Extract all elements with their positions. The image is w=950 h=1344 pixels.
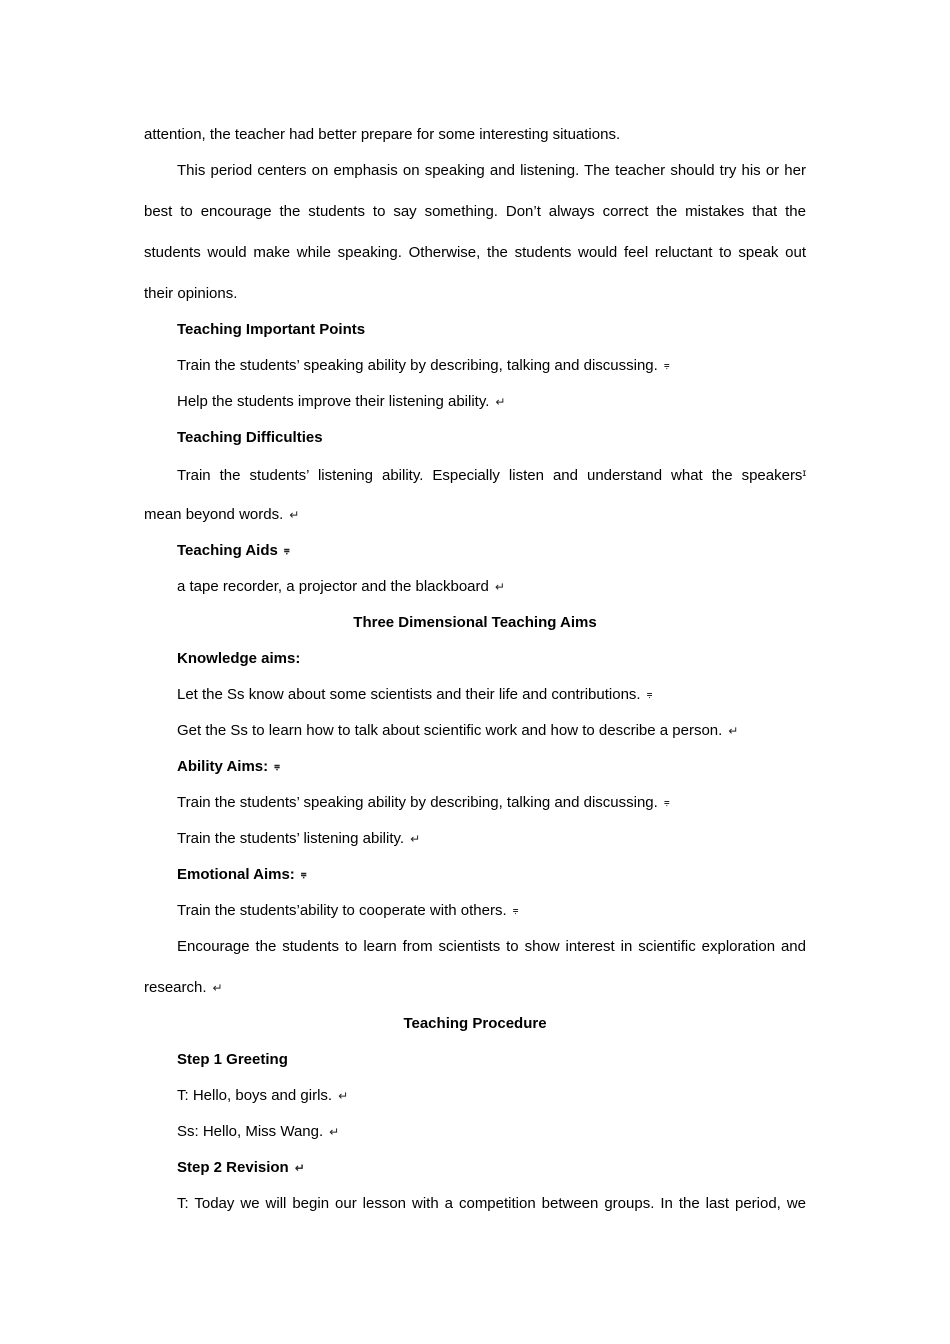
section-heading: Teaching Aids ⩦: [177, 541, 806, 561]
list-item: Train the students’ speaking ability by describing, talking and discussing. ⩦: [177, 793, 806, 813]
section-heading: Ability Aims: ⩦: [177, 757, 806, 777]
paragraph-line: a tape recorder, a projector and the blackboard ↵: [177, 577, 806, 597]
section-title: Three Dimensional Teaching Aims: [353, 614, 597, 631]
section-heading: Emotional Aims: ⩦: [177, 865, 806, 885]
list-item: Train the students’ speaking ability by describing, talking and discussing. ⩦: [177, 356, 806, 376]
dialogue-line: Ss: Hello, Miss Wang. ↵: [177, 1122, 806, 1142]
paragraph-line: students would make while speaking. Otherwise, the students would feel reluctant to speak out: [144, 244, 806, 261]
paragraph-line: best to encourage the students to say something. Don’t always correct the mistakes that the: [144, 203, 806, 220]
paragraph-line: Train the students’ listening ability. Especially listen and understand what the speakers$^ɪ$: [177, 467, 806, 484]
paragraph-mark-icon: ⩦: [274, 761, 280, 773]
paragraph-line: Encourage the students to learn from scientists to show interest in scientific exploration and: [177, 938, 806, 955]
section-heading: Teaching Important Points: [177, 321, 366, 338]
section-heading: Knowledge aims:: [177, 650, 301, 667]
section-heading: Teaching Difficulties: [177, 429, 323, 446]
paragraph-mark-icon: ↵: [289, 508, 300, 523]
paragraph-mark-icon: ⩦: [663, 360, 670, 372]
paragraph-mark-icon: ↵: [410, 832, 421, 847]
paragraph-line: research. ↵: [144, 978, 806, 998]
list-item: Train the students’ability to cooperate with others. ⩦: [177, 901, 806, 921]
stray-mark-icon: ɪ: [802, 468, 806, 479]
paragraph-line: This period centers on emphasis on speaking and listening. The teacher should try his or her: [177, 162, 806, 179]
list-item: Let the Ss know about some scientists and their life and contributions. ⩦: [177, 685, 806, 705]
list-item: Get the Ss to learn how to talk about scientific work and how to describe a person. ↵: [177, 721, 806, 741]
paragraph-mark-icon: ↵: [212, 981, 223, 996]
paragraph-mark-icon: ⩦: [283, 545, 290, 557]
section-title: Teaching Procedure: [403, 1015, 547, 1032]
paragraph-mark-icon: ↵: [294, 1161, 305, 1176]
section-heading: Step 2 Revision ↵: [177, 1158, 806, 1178]
list-item: Train the students’ listening ability. ↵: [177, 829, 806, 849]
paragraph-mark-icon: ↵: [329, 1125, 340, 1140]
paragraph-line: their opinions.: [144, 285, 238, 302]
paragraph-mark-icon: ⩦: [512, 905, 519, 917]
dialogue-line: T: Hello, boys and girls. ↵: [177, 1086, 806, 1106]
paragraph-mark-icon: ↵: [495, 395, 506, 410]
paragraph-mark-icon: ⩦: [663, 797, 670, 809]
paragraph-line: mean beyond words. ↵: [144, 505, 806, 525]
section-heading: Step 1 Greeting: [177, 1051, 288, 1068]
paragraph-mark-icon: ↵: [338, 1089, 349, 1104]
paragraph-line: attention, the teacher had better prepare for some interesting situations.: [144, 126, 621, 143]
paragraph-mark-icon: ↵: [494, 580, 505, 595]
paragraph-mark-icon: ↵: [728, 724, 739, 739]
dialogue-line: T: Today we will begin our lesson with a competition between groups. In the last period, we: [177, 1195, 806, 1212]
paragraph-mark-icon: ⩦: [300, 869, 307, 881]
paragraph-mark-icon: ⩦: [646, 689, 653, 701]
list-item: Help the students improve their listening ability. ↵: [177, 392, 806, 412]
